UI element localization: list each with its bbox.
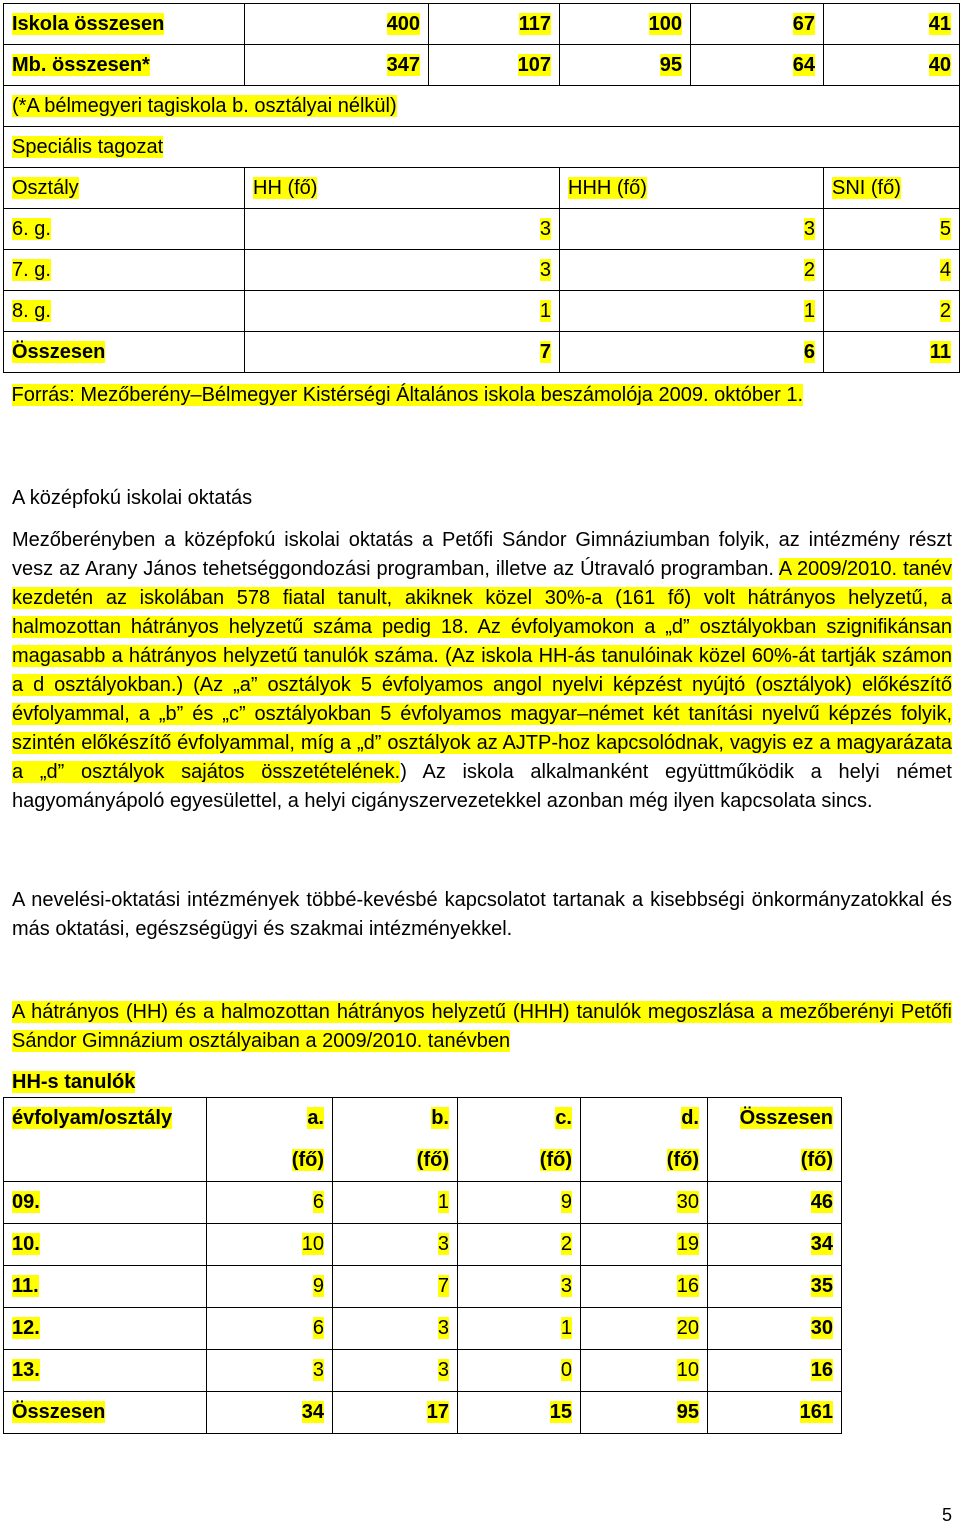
table-row <box>4 127 960 168</box>
row-label: Összesen <box>12 1401 106 1423</box>
cell-value: 30 <box>676 1191 699 1213</box>
row-label: Mb. összesen* <box>12 53 150 76</box>
cell-value: 15 <box>549 1401 572 1423</box>
column-header: Összesen <box>739 1107 833 1130</box>
cell-value: 400 <box>386 12 420 35</box>
table-subtitle: HH-s tanulók <box>12 1071 136 1093</box>
table-row <box>4 1308 842 1350</box>
column-unit: (fő) <box>539 1148 572 1171</box>
table-row <box>4 250 960 291</box>
table-row <box>4 1350 842 1392</box>
cell-value: 6 <box>312 1317 324 1339</box>
cell-value: 67 <box>792 12 815 35</box>
column-unit: (fő) <box>416 1148 449 1171</box>
page-number: 5 <box>941 1505 952 1525</box>
table-row <box>4 86 960 127</box>
cell-value: 11 <box>929 340 951 363</box>
school-summary-table <box>3 3 960 419</box>
table-row <box>4 291 960 332</box>
cell-value: 4 <box>939 258 951 281</box>
table-caption: A hátrányos (HH) és a halmozottan hátrányos helyzetű (HHH) tanulók megoszlása a mezőberényi Petőfi Sándor Gimnázium osztályaiban a 2009/2010. tanévben <box>12 1001 952 1052</box>
table-row <box>4 209 960 250</box>
cell-value: 1 <box>539 299 551 322</box>
row-label: 13. <box>12 1359 40 1381</box>
highlighted-text: A 2009/2010. tanév kezdetén az iskolában 578 fiatal tanult, akiknek közel 30%-a (161 fő) volt hátrányos helyzetű, a halmozottan hátrányos helyzetű száma pedig 18. Az évfolyamokon a „d” osztályokban szignifikánsan magasabb a hátrányos helyzetű tanulók száma. (Az iskola HH-ás tanulóinak közel 60%-át tartják számon a d osztályokban.) (Az „a” osztályok 5 évfolyamos angol nyelvi képzést nyújtó (osztályok) előkészítő évfolyammal, a „b” és „c” osztályokban 5 évfolyamos magyar–német két tanítási nyelvű képzés folyik, szintén előkészítő évfolyammal, míg a „d” osztályok az AJTP-hoz kapcsolódnak, vagyis ez a magyarázata a „d” osztályok sajátos összetételének. <box>12 558 952 783</box>
table-header-row <box>4 168 960 209</box>
cell-value: 3 <box>437 1317 449 1339</box>
column-unit: (fő) <box>800 1148 833 1171</box>
cell-value: 9 <box>560 1191 572 1213</box>
cell-value: 2 <box>803 258 815 281</box>
column-header: a. <box>307 1107 324 1130</box>
table-row <box>4 1224 842 1266</box>
table-row <box>4 1266 842 1308</box>
cell-value: 95 <box>659 53 682 76</box>
cell-value: 17 <box>426 1401 449 1423</box>
table-note: (*A bélmegyeri tagiskola b. osztályai nélkül) <box>12 94 397 117</box>
column-unit: (fő) <box>666 1148 699 1171</box>
cell-value: 7 <box>539 340 551 363</box>
cell-value: 3 <box>539 258 551 281</box>
cell-value: 347 <box>386 53 420 76</box>
cell-value: 10 <box>676 1359 699 1381</box>
paragraph-text: Mezőberényben a középfokú iskolai oktatás a Petőfi Sándor Gimnáziumban folyik, az intézmény részt vesz az Arany János tehetséggondozási programban, illetve az Útravaló programban. <box>12 529 952 580</box>
cell-value: 6 <box>312 1191 324 1213</box>
cell-value: 7 <box>437 1275 449 1297</box>
table-total-row <box>4 332 960 373</box>
column-header: b. <box>431 1107 449 1130</box>
row-total: 34 <box>810 1233 833 1255</box>
cell-value: 41 <box>928 12 951 35</box>
cell-value: 19 <box>676 1233 699 1255</box>
column-unit: (fő) <box>291 1148 324 1171</box>
row-label: 6. g. <box>12 217 51 240</box>
column-header: SNI (fő) <box>832 176 901 199</box>
row-total: 161 <box>799 1401 833 1423</box>
column-header: HHH (fő) <box>568 176 647 199</box>
row-label: Összesen <box>12 340 106 363</box>
cell-value: 3 <box>539 217 551 240</box>
row-label: 11. <box>12 1275 39 1297</box>
column-header: d. <box>681 1107 699 1130</box>
column-header: évfolyam/osztály <box>12 1107 173 1130</box>
cell-value: 1 <box>437 1191 449 1213</box>
column-header: HH (fő) <box>253 176 318 199</box>
table-header-row <box>4 1140 842 1182</box>
row-total: 16 <box>810 1359 833 1381</box>
cell-value: 3 <box>437 1359 449 1381</box>
cell-value: 9 <box>312 1275 324 1297</box>
special-section-title: Speciális tagozat <box>12 135 164 158</box>
cell-value: 5 <box>939 217 951 240</box>
cell-value: 100 <box>648 12 682 35</box>
cell-value: 6 <box>803 340 815 363</box>
column-header: Osztály <box>12 176 79 199</box>
cell-value: 10 <box>301 1233 324 1255</box>
row-label: Iskola összesen <box>12 12 165 35</box>
cell-value: 2 <box>939 299 951 322</box>
section-title: A középfokú iskolai oktatás <box>12 487 253 509</box>
cell-value: 1 <box>803 299 815 322</box>
row-label: 10. <box>12 1233 40 1255</box>
table-row <box>4 45 960 86</box>
cell-value: 3 <box>560 1275 572 1297</box>
cell-value: 1 <box>560 1317 572 1339</box>
table-row <box>4 1182 842 1224</box>
cell-value: 64 <box>792 53 815 76</box>
cell-value: 107 <box>517 53 551 76</box>
cell-value: 3 <box>437 1233 449 1255</box>
row-label: 8. g. <box>12 299 51 322</box>
body-paragraph <box>12 526 952 816</box>
row-label: 12. <box>12 1317 40 1339</box>
row-total: 46 <box>810 1191 833 1213</box>
row-label: 09. <box>12 1191 40 1213</box>
table-header-row <box>4 1098 842 1140</box>
cell-value: 34 <box>301 1401 324 1423</box>
paragraph-text: ) Az iskola alkalmanként együttműködik a helyi német hagyományápoló egyesülettel, a helyi cigányszervezetekkel azonban még ilyen kapcsolata sincs. <box>12 761 952 812</box>
cell-value: 20 <box>676 1317 699 1339</box>
table-row <box>4 4 960 45</box>
hh-students-table <box>3 1097 842 1434</box>
cell-value: 95 <box>676 1401 699 1423</box>
cell-value: 3 <box>312 1359 324 1381</box>
source-row <box>4 373 960 419</box>
body-paragraph: A nevelési-oktatási intézmények többé-kevésbé kapcsolatot tartanak a kisebbségi önkormányzatokkal és más oktatási, egészségügyi és szakmai intézményekkel. <box>12 889 952 940</box>
cell-value: 16 <box>676 1275 699 1297</box>
cell-value: 3 <box>803 217 815 240</box>
cell-value: 117 <box>518 12 551 35</box>
cell-value: 0 <box>560 1359 572 1381</box>
cell-value: 40 <box>928 53 951 76</box>
row-total: 35 <box>810 1275 833 1297</box>
source-note: Forrás: Mezőberény–Bélmegyer Kistérségi Általános iskola beszámolója 2009. október 1. <box>11 384 804 407</box>
row-total: 30 <box>810 1317 833 1339</box>
cell-value: 2 <box>560 1233 572 1255</box>
row-label: 7. g. <box>12 258 51 281</box>
column-header: c. <box>555 1107 572 1130</box>
table-total-row <box>4 1392 842 1434</box>
